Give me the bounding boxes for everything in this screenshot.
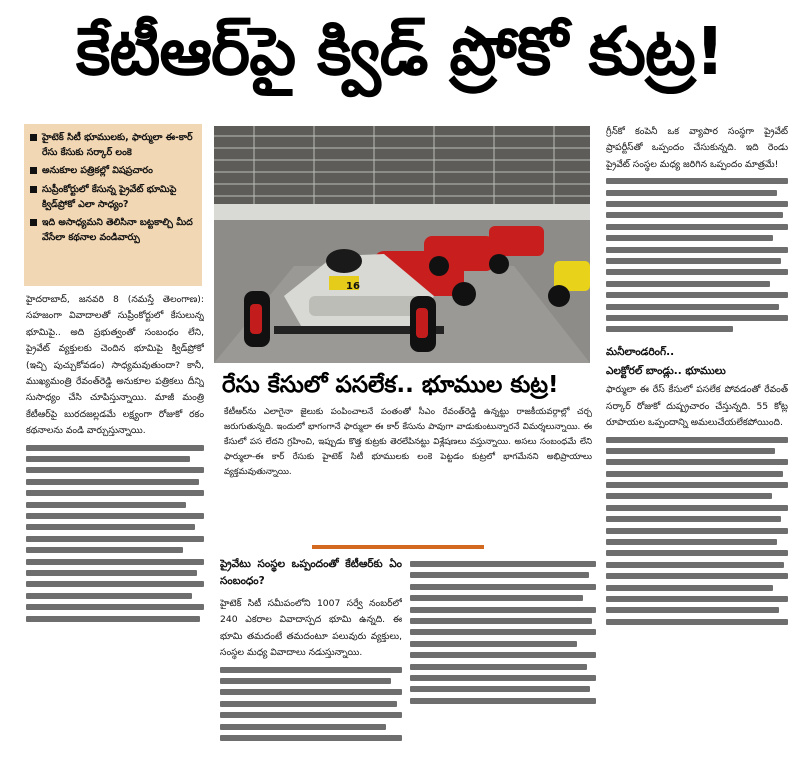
highlight-item <box>30 130 196 160</box>
subarticle <box>224 405 592 543</box>
highlight-item <box>30 182 196 212</box>
section-title-bonds: ఎలక్టోరల్ బాండ్లు.. భూములు <box>606 365 726 378</box>
section-title-private: ప్రైవేటు సంస్థల ఒప్పందంతో కేటీఆర్‌కు ఏం సంబంధం? <box>220 558 402 587</box>
bullet-icon <box>30 134 37 141</box>
article-lede: హైదరాబాద్, జనవరి 8 (నమస్తే తెలంగాణ): సహజంగా వివాదాలతో సుప్రీంకోర్టులో కేసులున్న భూమిపై.. అది ప్రభుత్వంతో సంబంధం లేని, ప్రైవేట్ వ్యక్తులకు చెందిన భూమిపై క్విడ్‌ప్రోకో (ఇచ్చి పుచ్చుకోవడం) సాధ్యమవుతుందా? కానీ, ముఖ్యమంత్రి రేవంత్‌రెడ్డి అనుకూల పత్రికలు దీన్ని సుసాధ్యం చేసి చూపిస్తున్నాయి. మాజీ మంత్రి కేటీఆర్‌పై బురదజల్లడమే లక్ష్యంగా రోజుకో రకం కథనాలను వండి వార్చుస్తున్నాయి. <box>26 294 204 437</box>
column-4-body: ఫార్ములా ఈ రేస్ కేసులో పసలేక పోవడంతో రేవంత్ సర్కార్ రోజుకో దుష్ప్రచారం చేస్తున్నది. 55 కోట్ల రూపాయల ఒప్పందాన్ని అమలుచేయలేకపోయింది. <box>606 384 788 429</box>
highlight-text: అనుకూల పత్రికల్లో విషప్రచారం <box>42 165 153 177</box>
highlight-item <box>30 163 196 178</box>
highlight-text: హైటెక్ సిటీ భూములకు, ఫార్ములా ఈ-కార్ రేసు కేసుకు సర్కార్ లంకె <box>42 132 193 159</box>
subheadline: రేసు కేసులో పసలేక.. భూముల కుట్ర! <box>222 372 559 398</box>
article-column-2 <box>410 556 596 778</box>
section-label-money: మనీలాండరింగ్.. <box>606 346 675 359</box>
subarticle-text: కేటీఆర్‌ను ఎలాగైనా జైలుకు పంపించాలనే పంతంతో సీఎం రేవంత్‌రెడ్డి ఉన్నట్టు రాజకీయవర్గాల్లో చర్చ జరుగుతున్నది. ఇందులో భాగంగానే ఫార్ములా ఈ కార్ కేసును పావుగా వాడుకుంటున్నారనే విమర్శలున్నాయి. ఈ కేసులో పస లేదని గ్రహించి, ఇప్పుడు కొత్త కుట్రకు తెరలేపినట్టు విశ్లేషణలు వస్తున్నాయి. అసలు సంబంధమే లేని ఫార్ములా-ఈ కార్ రేసుకు హైటెక్ సిటీ భూములకు లంకె పెట్టడం కుట్రలో భాగమేనని అభిప్రాయాలు వ్యక్తమవుతున్నాయి. <box>224 407 592 477</box>
column-3-text: హైటెక్ సిటీ సమీపంలోని 1007 సర్వే నంబర్‌లో 240 ఎకరాల వివాదాస్పద భూమి ఉన్నది. ఈ భూమి తమదంటే తమదంటూ పలువురు వ్యక్తులు, సంస్థల మధ్య వివాదాలు నడుస్తున్నాయి. <box>220 598 402 659</box>
highlight-text: ఇది అసాధ్యమని తెలిసినా బట్టకాల్చి మీద వేసేలా కథనాల వండివార్పు <box>42 217 193 244</box>
race-photo <box>214 126 590 363</box>
article-column-4 <box>606 124 788 778</box>
bullet-icon <box>30 186 37 193</box>
race-photo-illustration <box>214 126 590 363</box>
divider-rule <box>312 545 484 549</box>
article-column-1 <box>26 292 204 778</box>
column-4-top-text: గ్రీన్‌కో కంపెనీ ఒక వ్యాపార సంస్థగా ప్రైవేట్ ప్రాపర్టీస్‌తో ఒప్పందం చేసుకున్నది. ఇది రెండు ప్రైవేట్ సంస్థల మధ్య జరిగిన ఒప్పందం మాత్రమే! <box>606 126 788 170</box>
bullet-icon <box>30 219 37 226</box>
car-number: 16 <box>346 281 360 292</box>
highlight-text: సుప్రీంకోర్టులో కేసున్న ప్రైవేట్ భూమిపై క్విడ్‌ప్రోకో ఎలా సాధ్యం? <box>42 183 177 210</box>
highlight-item <box>30 215 196 245</box>
highlights-box <box>24 124 202 286</box>
headline: కేటీఆర్‌పై క్విడ్ ప్రోకో కుట్ర! <box>75 12 724 90</box>
article-column-3 <box>220 556 402 778</box>
bullet-icon <box>30 167 37 174</box>
